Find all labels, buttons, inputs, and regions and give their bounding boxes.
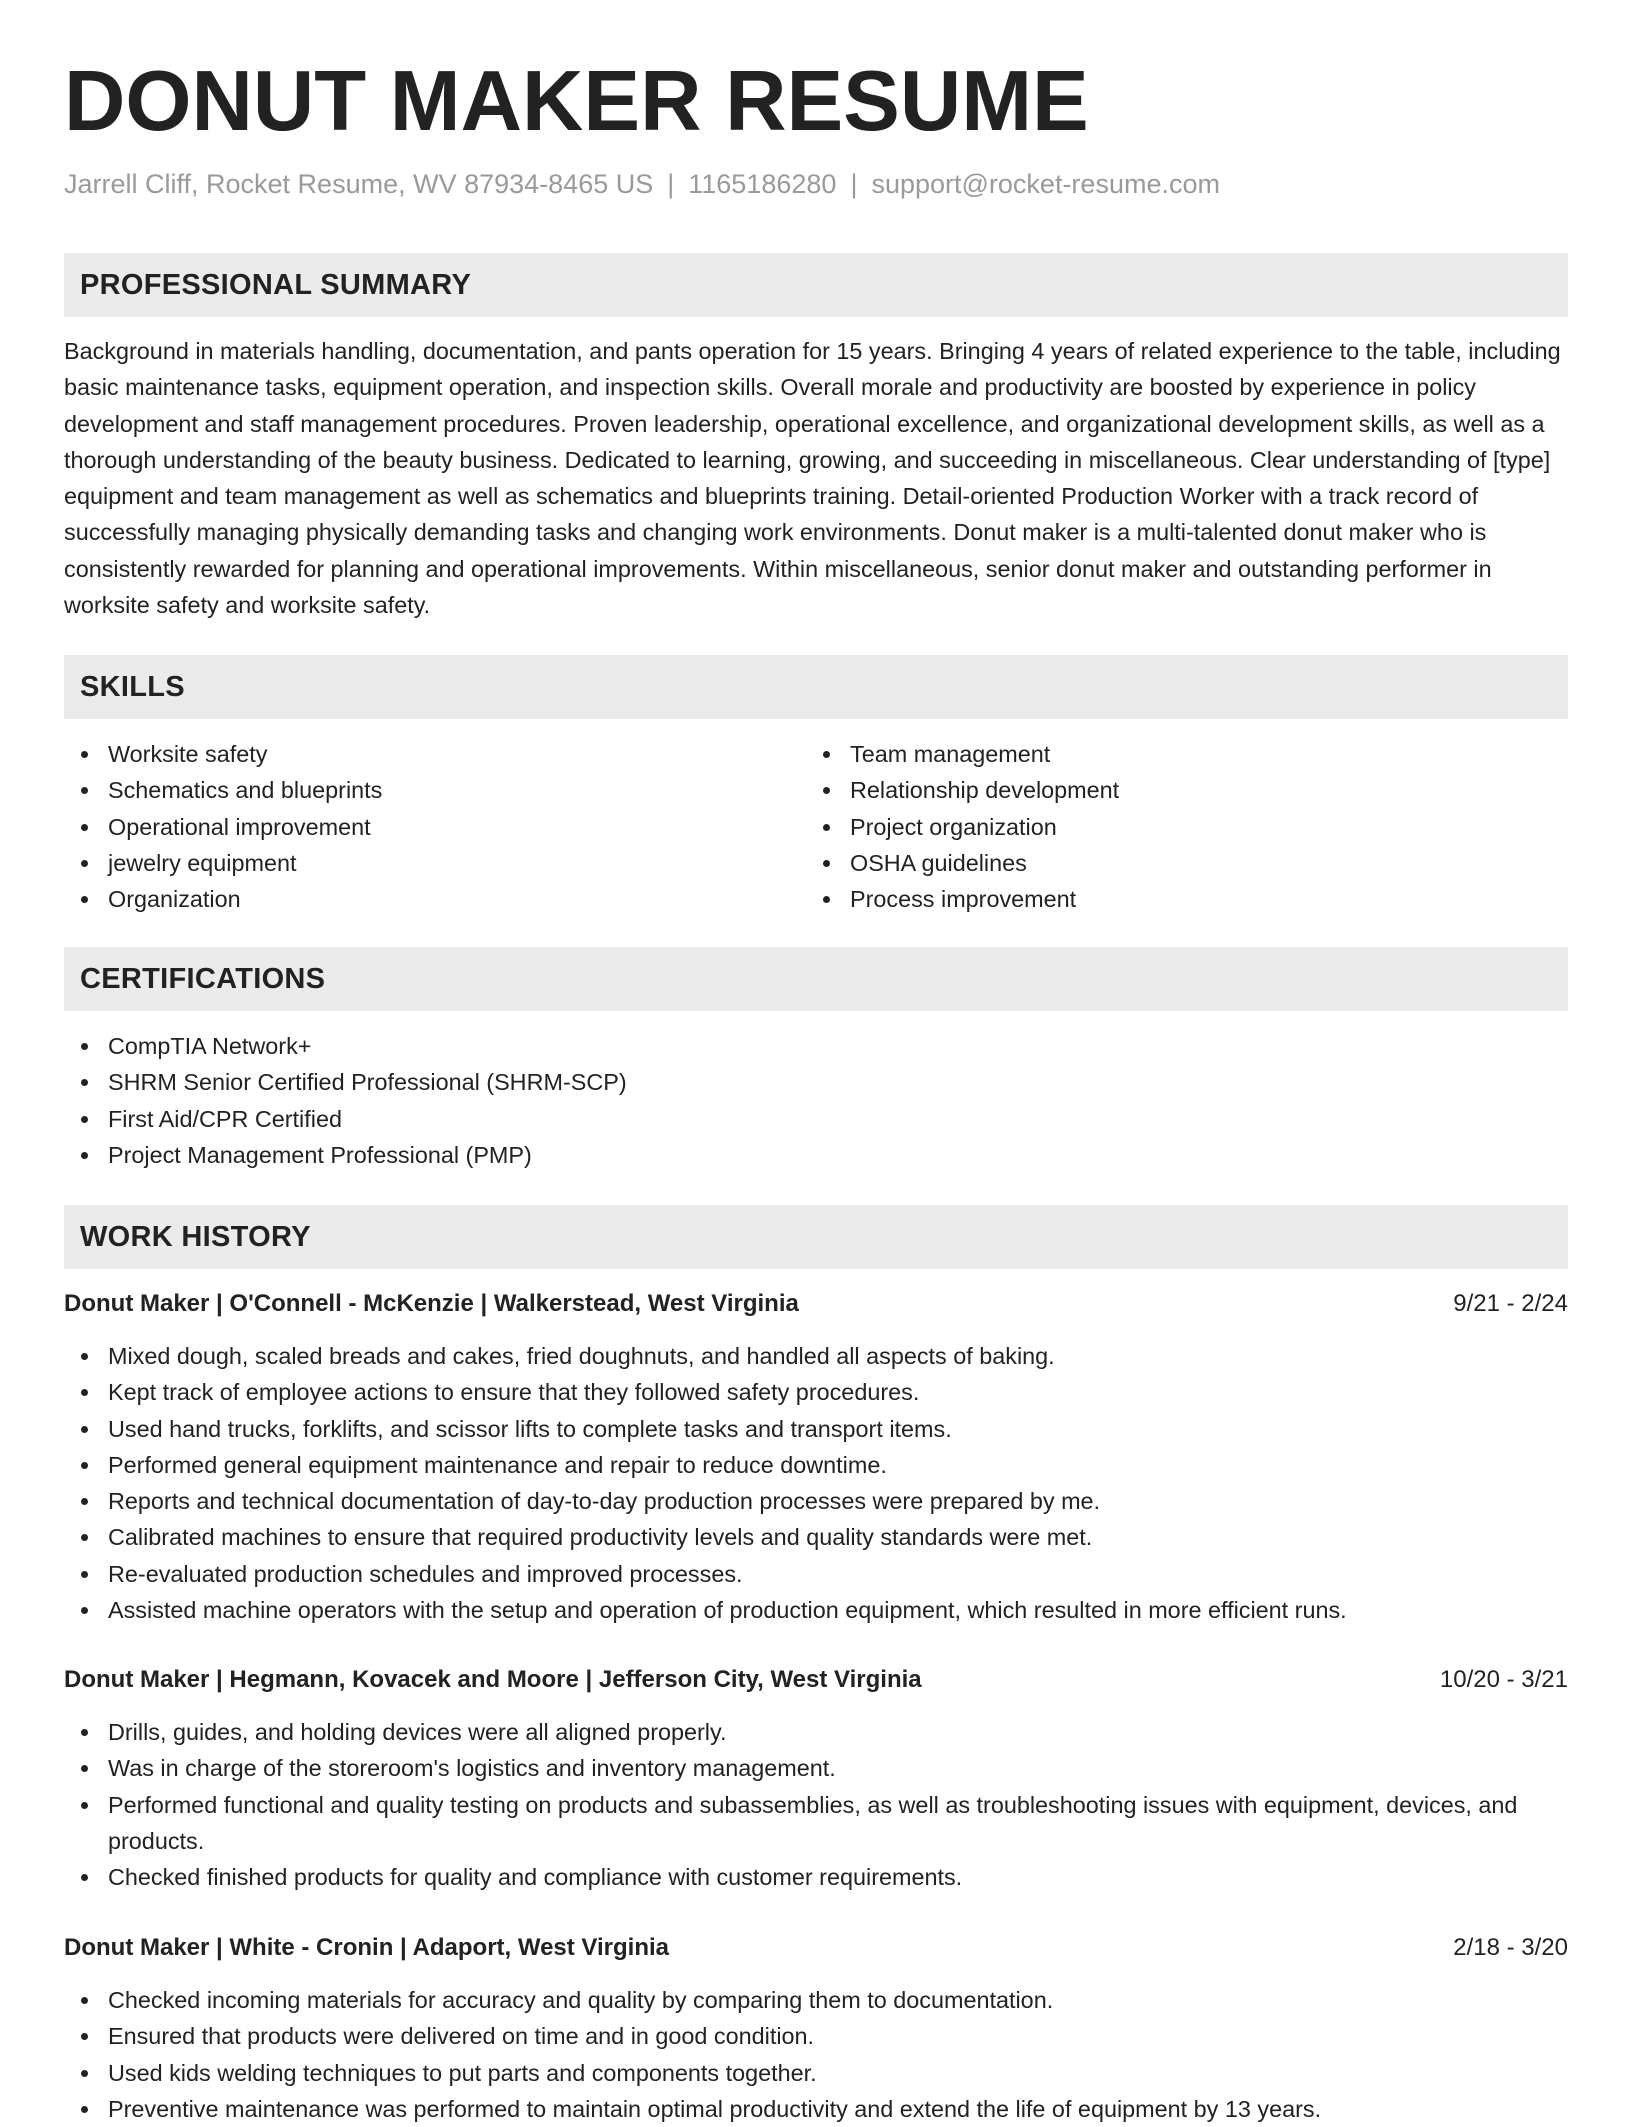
job-title: Donut Maker | Hegmann, Kovacek and Moore | Jefferson City, West Virginia [64,1666,922,1693]
job-header [64,1286,1568,1322]
job-bullet: Performed general equipment maintenance and repair to reduce downtime. [64,1447,1568,1483]
summary-text: Background in materials handling, documentation, and pants operation for 15 years. Bringing 4 years of related experience to the table, including basic maintenance tasks, equipment operation, and inspection skills. Overall morale and productivity are boosted by experience in policy development and staff management procedures. Proven leadership, operational excellence, and organizational development skills, as well as a thorough understanding of the beauty business. Dedicated to learning, growing, and succeeding in miscellaneous. Clear understanding of [type] equipment and team management as well as schematics and blueprints training. Detail-oriented Production Worker with a track record of successfully managing physically demanding tasks and changing work environments. Donut maker is a multi-talented donut maker who is consistently rewarded for planning and operational improvements. Within miscellaneous, senior donut maker and outstanding performer in worksite safety and worksite safety. [64,338,1561,619]
job-title: Donut Maker | O'Connell - McKenzie | Walkerstead, West Virginia [64,1290,799,1317]
skill-item: Process improvement [806,881,1119,917]
skills-list-left [64,736,382,917]
contact-separator: | [667,169,675,199]
section-heading: PROFESSIONAL SUMMARY [80,268,472,301]
section-header-work-history [64,1205,1568,1269]
job-bullet: Used kids welding techniques to put parts and components together. [64,2055,1568,2091]
skills-list-right [806,736,1119,917]
job-bullet: Used hand trucks, forklifts, and scissor lifts to complete tasks and transport items. [64,1411,1568,1447]
resume-title: DONUT MAKER RESUME [64,54,1089,149]
job-bullet: Mixed dough, scaled breads and cakes, fried doughnuts, and handled all aspects of baking. [64,1338,1568,1374]
job-bullets [64,1338,1568,1628]
job-header [64,1662,1568,1698]
skill-item: jewelry equipment [64,845,382,881]
skill-item: Worksite safety [64,736,382,772]
skill-item: Relationship development [806,772,1119,808]
section-header-skills [64,655,1568,719]
contact-line [64,166,1220,202]
job-bullet: Checked finished products for quality and compliance with customer requirements. [64,1859,1568,1895]
contact-phone: 1165186280 [688,169,837,199]
job-bullet: Re-evaluated production schedules and improved processes. [64,1556,1568,1592]
skill-item: Organization [64,881,382,917]
skill-item: Operational improvement [64,809,382,845]
certification-item: SHRM Senior Certified Professional (SHRM-SCP) [64,1064,627,1100]
job-bullet: Kept track of employee actions to ensure that they followed safety procedures. [64,1374,1568,1410]
contact-separator: | [850,169,858,199]
job-entry [64,1930,1568,2127]
skill-item: Schematics and blueprints [64,772,382,808]
section-heading: WORK HISTORY [80,1220,311,1253]
job-bullets [64,1982,1568,2127]
contact-email: support@rocket-resume.com [871,169,1220,199]
job-dates: 2/18 - 3/20 [1453,1934,1568,1961]
job-bullet: Reports and technical documentation of day-to-day production processes were prepared by me. [64,1483,1568,1519]
skill-item: Project organization [806,809,1119,845]
job-bullet: Assisted machine operators with the setup and operation of production equipment, which resulted in more efficient runs. [64,1592,1568,1628]
job-header [64,1930,1568,1966]
job-entry [64,1662,1568,1895]
skill-item: Team management [806,736,1119,772]
job-bullet: Was in charge of the storeroom's logistics and inventory management. [64,1750,1568,1786]
certification-item: CompTIA Network+ [64,1028,627,1064]
skill-item: OSHA guidelines [806,845,1119,881]
job-bullets [64,1714,1568,1895]
job-bullet: Calibrated machines to ensure that required productivity levels and quality standards were met. [64,1519,1568,1555]
job-entry [64,1286,1568,1628]
job-bullet: Drills, guides, and holding devices were all aligned properly. [64,1714,1568,1750]
job-bullet: Ensured that products were delivered on time and in good condition. [64,2018,1568,2054]
contact-address: Jarrell Cliff, Rocket Resume, WV 87934-8465 US [64,169,654,199]
job-bullet: Performed functional and quality testing on products and subassemblies, as well as troubleshooting issues with equipment, devices, and products. [64,1787,1568,1860]
job-dates: 9/21 - 2/24 [1453,1290,1568,1317]
job-title: Donut Maker | White - Cronin | Adaport, West Virginia [64,1934,670,1961]
section-heading: SKILLS [80,670,185,703]
section-header-summary [64,253,1568,317]
job-dates: 10/20 - 3/21 [1439,1666,1568,1693]
section-header-certifications [64,947,1568,1011]
certifications-list [64,1028,627,1173]
job-bullet: Preventive maintenance was performed to maintain optimal productivity and extend the life of equipment by 13 years. [64,2091,1568,2127]
certification-item: First Aid/CPR Certified [64,1101,627,1137]
job-bullet: Checked incoming materials for accuracy and quality by comparing them to documentation. [64,1982,1568,2018]
certification-item: Project Management Professional (PMP) [64,1137,627,1173]
section-heading: CERTIFICATIONS [80,962,326,995]
